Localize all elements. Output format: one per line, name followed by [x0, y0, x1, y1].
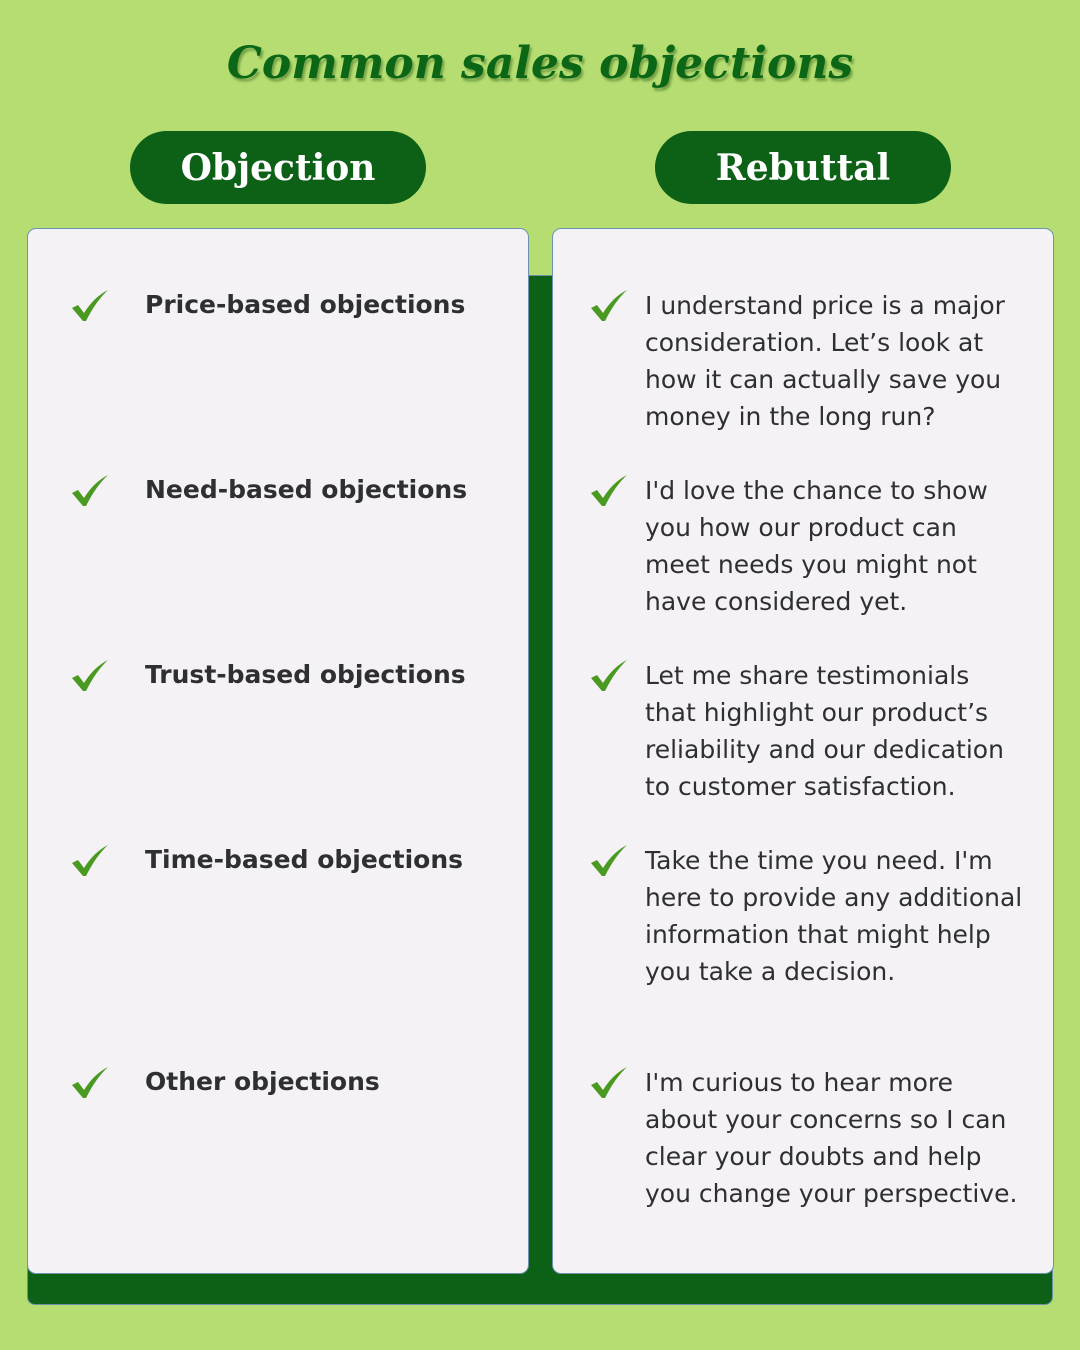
rebuttal-header: Rebuttal: [655, 131, 951, 204]
rebuttal-text: Let me share testimonials that highlight our product’s reliability and our dedication to customer satisfaction.: [645, 661, 1004, 801]
check-icon: [70, 474, 110, 508]
check-icon: [589, 844, 629, 878]
objection-label: Trust-based objections: [145, 660, 466, 689]
objection-column: [27, 228, 529, 1274]
rebuttal-text: I understand price is a major consideration. Let’s look at how it can actually save you money in the long run?: [645, 291, 1005, 431]
check-icon: [70, 1066, 110, 1100]
rebuttal-text: Take the time you need. I'm here to provide any additional information that might help you take a decision.: [645, 846, 1023, 986]
check-icon: [589, 1066, 629, 1100]
objection-label: Price-based objections: [145, 290, 466, 319]
check-icon: [589, 289, 629, 323]
check-icon: [70, 289, 110, 323]
page-title: Common sales objections: [226, 38, 854, 89]
objection-label: Other objections: [145, 1067, 380, 1096]
check-icon: [589, 474, 629, 508]
rebuttal-text: I'm curious to hear more about your concerns so I can clear your doubts and help you change your perspective.: [645, 1068, 1018, 1208]
objection-header: Objection: [130, 131, 426, 204]
check-icon: [70, 844, 110, 878]
check-icon: [70, 659, 110, 693]
rebuttal-column: [552, 228, 1054, 1274]
rebuttal-text: I'd love the chance to show you how our product can meet needs you might not have considered yet.: [645, 476, 988, 616]
objection-label: Time-based objections: [145, 845, 463, 874]
check-icon: [589, 659, 629, 693]
objection-label: Need-based objections: [145, 475, 468, 504]
